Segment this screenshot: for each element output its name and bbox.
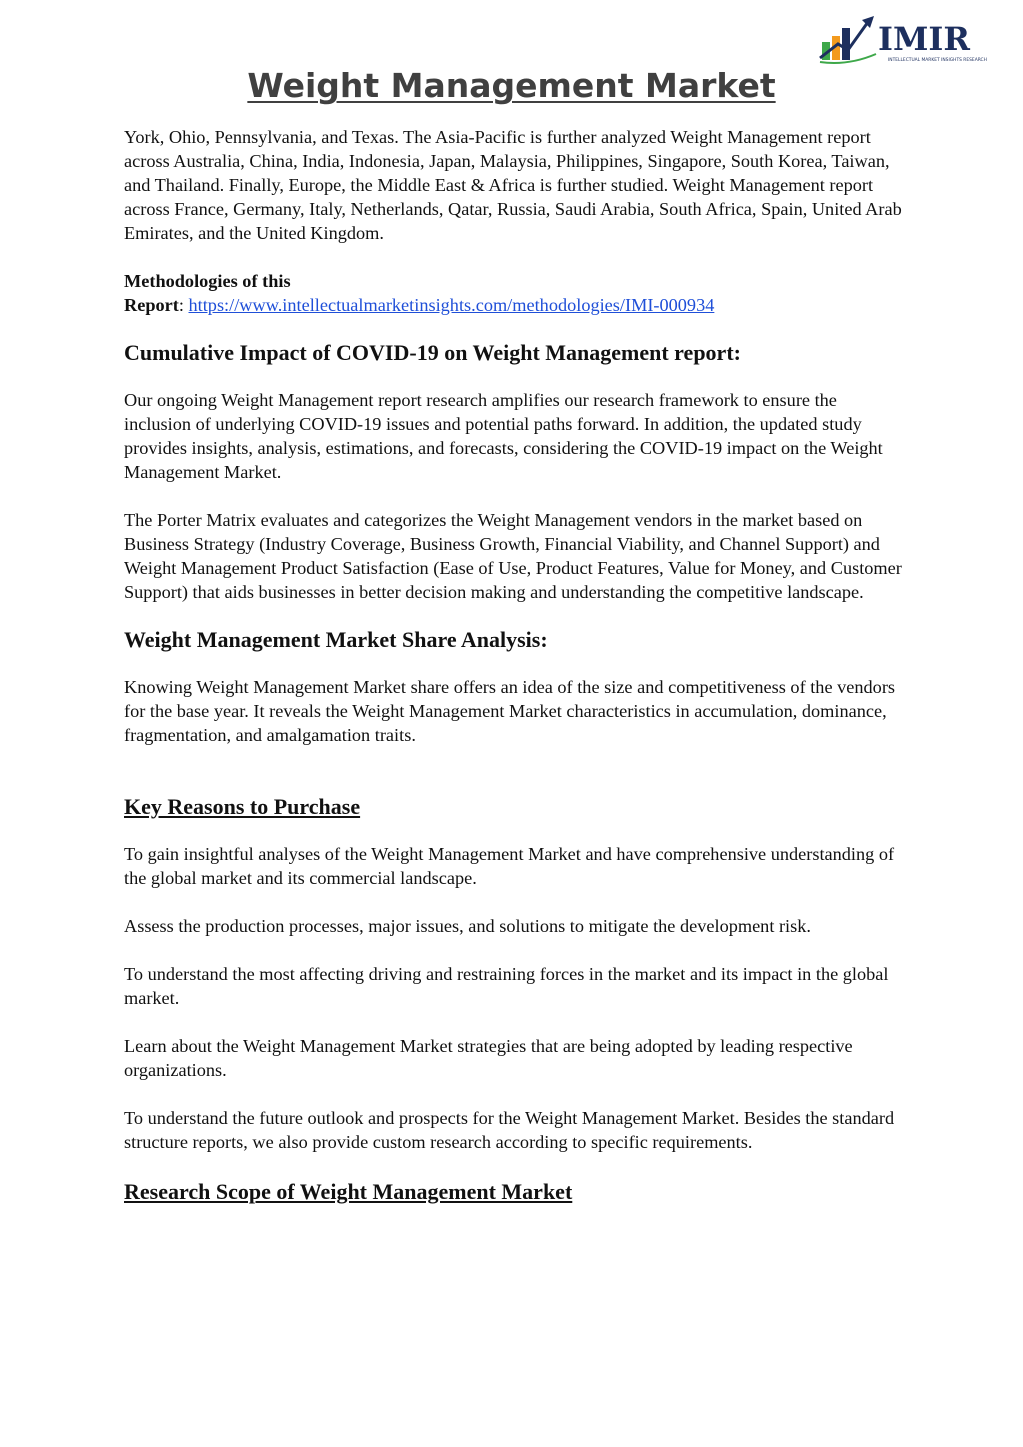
reasons-heading: Key Reasons to Purchase <box>124 794 361 819</box>
page-title: Weight Management Market <box>247 66 776 105</box>
reason-item: Learn about the Weight Management Market strategies that are being adopted by leading respective organizations. <box>124 1036 853 1080</box>
share-paragraph: Knowing Weight Management Market share offers an idea of the size and competitiveness of the vendors for the base year. It reveals the Weight Management Market characteristics in accumulation, dominance, fragmentation, and amalgamation traits. <box>124 677 896 745</box>
methodologies-link[interactable]: https://www.intellectualmarketinsights.com/methodologies/IMI-000934 <box>188 295 715 315</box>
reason-item: To understand the future outlook and prospects for the Weight Management Market. Besides the standard structure reports, we also provide custom research according to specific requirements. <box>124 1108 895 1152</box>
covid-heading: Cumulative Impact of COVID-19 on Weight Management report: <box>124 340 741 365</box>
logo-tagline: INTELLECTUAL MARKET INSIGHTS RESEARCH <box>888 58 987 63</box>
methodologies-label-report: Report <box>124 295 179 315</box>
reason-item: To understand the most affecting driving and restraining forces in the market and its impact in the global market. <box>124 964 889 1008</box>
bar-chart-arrow-icon <box>818 14 1006 68</box>
methodologies-block <box>124 269 904 317</box>
covid-paragraph-2: The Porter Matrix evaluates and categorizes the Weight Management vendors in the market based on Business Strategy (Industry Coverage, Business Growth, Financial Viability, and Channel Support) and Weight Management Product Satisfaction (Ease of Use, Product Features, Value for Money, and Customer Support) that aids businesses in better decision making and understanding the competitive landscape. <box>124 510 902 602</box>
intro-paragraph: York, Ohio, Pennsylvania, and Texas. The Asia-Pacific is further analyzed Weight Management report across Australia, China, India, Indonesia, Japan, Malaysia, Philippines, Singapore, South Korea, Taiwan, and Thailand. Finally, Europe, the Middle East & Africa is further studied. Weight Management report across France, Germany, Italy, Netherlands, Qatar, Russia, Saudi Arabia, South Africa, Spain, United Arab Emirates, and the United Kingdom. <box>124 127 902 243</box>
scope-heading: Research Scope of Weight Management Market <box>124 1179 573 1204</box>
share-heading: Weight Management Market Share Analysis: <box>124 627 548 652</box>
imir-logo <box>818 14 1006 68</box>
reason-item: Assess the production processes, major issues, and solutions to mitigate the development risk. <box>124 916 811 936</box>
methodologies-label: Methodologies of this <box>124 271 291 291</box>
reason-item: To gain insightful analyses of the Weight Management Market and have comprehensive understanding of the global market and its commercial landscape. <box>124 844 895 888</box>
covid-paragraph-1: Our ongoing Weight Management report research amplifies our research framework to ensure the inclusion of underlying COVID-19 issues and potential paths forward. In addition, the updated study provides insights, analysis, estimations, and forecasts, considering the COVID-19 impact on the Weight Management Market. <box>124 390 883 482</box>
logo-text: IMIR <box>878 20 970 58</box>
methodologies-separator: : <box>178 295 184 315</box>
document-body <box>124 125 904 1206</box>
